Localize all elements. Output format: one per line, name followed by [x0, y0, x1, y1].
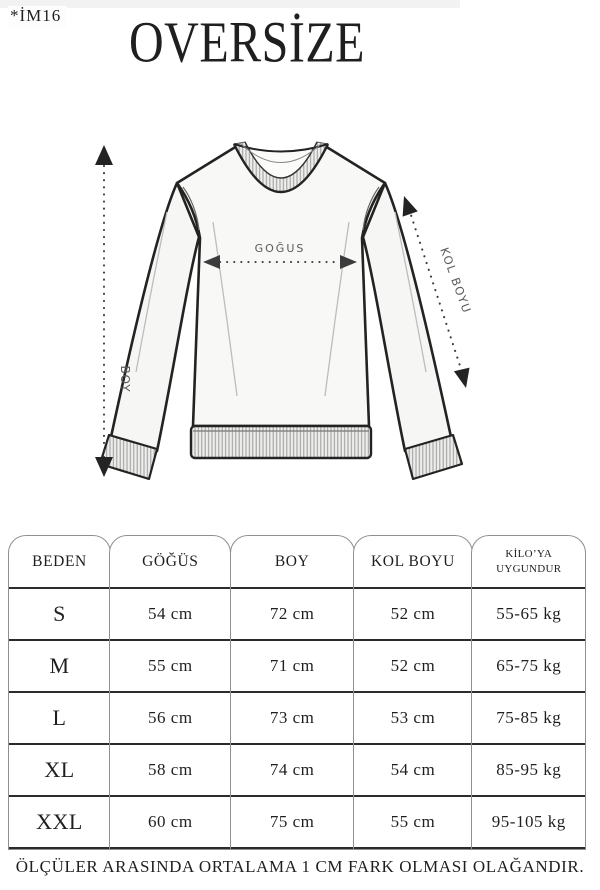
page-title: OVERSİZE — [129, 10, 365, 76]
sleeve-label: KOL BOYU — [437, 245, 475, 316]
table-cell: 58 cm — [110, 745, 230, 797]
arrow-up-left-icon — [396, 193, 417, 216]
table-cell: 55 cm — [354, 797, 472, 849]
table-cell: XL — [9, 745, 110, 797]
table-cell: 85-95 kg — [472, 745, 585, 797]
column-header: BEDEN — [9, 536, 110, 589]
hem-rib — [191, 426, 371, 458]
table-cell: 53 cm — [354, 693, 472, 745]
table-cell: 55 cm — [110, 641, 230, 693]
table-cell: 65-75 kg — [472, 641, 585, 693]
arrow-up-icon — [95, 145, 113, 165]
table-cell: 52 cm — [354, 589, 472, 641]
table-cell: 73 cm — [231, 693, 354, 745]
table-column-gogus — [109, 535, 231, 850]
table-column-kilo — [471, 535, 586, 850]
table-column-kol-boyu — [353, 535, 473, 850]
table-cell: S — [9, 589, 110, 641]
column-header: GÖĞÜS — [110, 536, 230, 589]
arrow-down-right-icon — [454, 368, 474, 390]
table-cell: 56 cm — [110, 693, 230, 745]
size-table — [8, 535, 586, 850]
table-cell: 60 cm — [110, 797, 230, 849]
chest-label: GOĞUS — [254, 242, 306, 255]
right-sleeve — [363, 183, 451, 451]
table-cell: 54 cm — [110, 589, 230, 641]
table-cell: M — [9, 641, 110, 693]
table-cell: 71 cm — [231, 641, 354, 693]
footer-note: ÖLÇÜLER ARASINDA ORTALAMA 1 CM FARK OLMASI OLAĞANDIR. — [15, 857, 585, 876]
product-code: *İM16 — [8, 6, 67, 28]
column-header: BOY — [231, 536, 354, 589]
left-sleeve — [111, 183, 199, 451]
length-label: BOY — [118, 365, 132, 393]
table-cell: 72 cm — [231, 589, 354, 641]
table-cell: XXL — [9, 797, 110, 849]
table-cell: 95-105 kg — [472, 797, 585, 849]
column-header: KOL BOYU — [354, 536, 472, 589]
table-cell: 75-85 kg — [472, 693, 585, 745]
table-cell: 75 cm — [231, 797, 354, 849]
top-strip — [0, 0, 460, 8]
table-cell: L — [9, 693, 110, 745]
column-header: KİLO’YA UYGUNDUR — [472, 536, 585, 589]
table-cell: 55-65 kg — [472, 589, 585, 641]
sweatshirt-diagram — [0, 130, 600, 490]
table-column-beden — [8, 535, 111, 850]
table-cell: 74 cm — [231, 745, 354, 797]
table-column-boy — [230, 535, 355, 850]
table-cell: 54 cm — [354, 745, 472, 797]
table-cell: 52 cm — [354, 641, 472, 693]
